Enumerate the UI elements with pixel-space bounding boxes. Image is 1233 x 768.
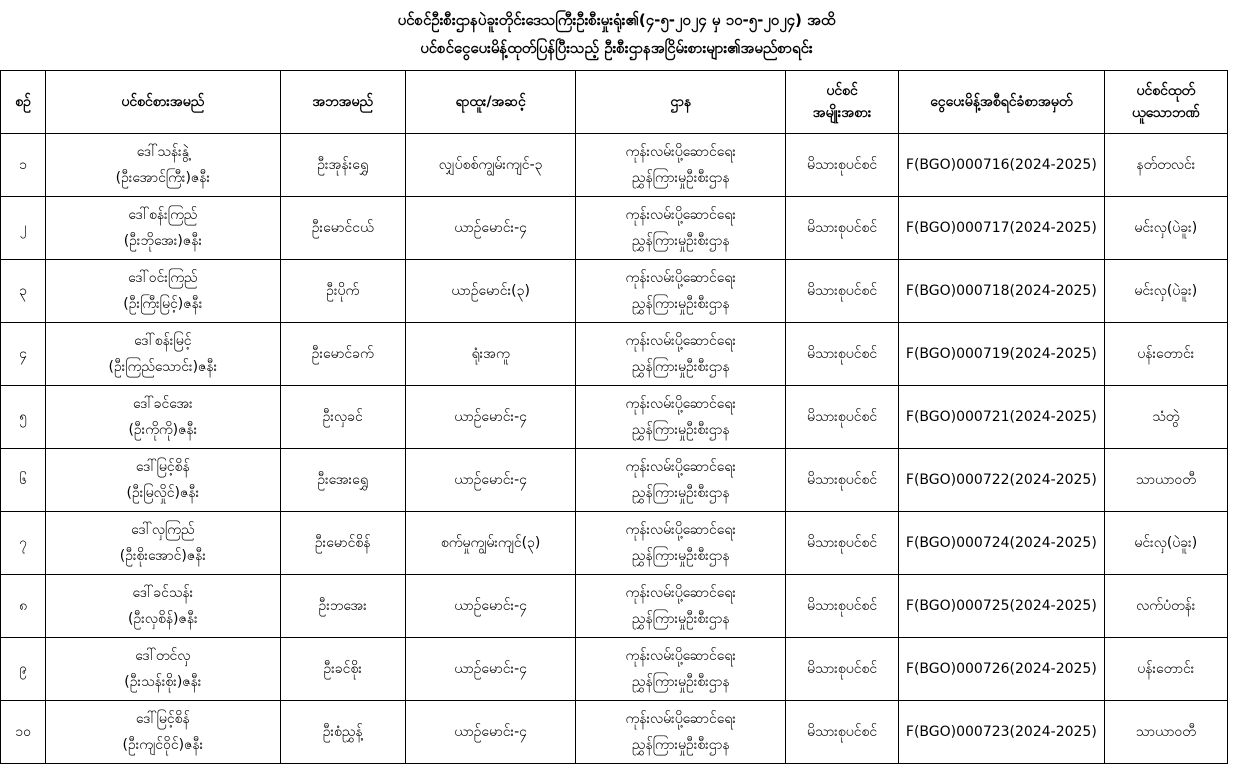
cell-department-line-2: ညွှန်ကြားမှုဦးစီးဌာန [631, 485, 730, 501]
cell-department-line-2: ညွှန်ကြားမှုဦးစီးဌာန [631, 359, 730, 375]
cell-pensioner-name-line-1: ဒေါ်ခင်အေး [132, 396, 193, 412]
cell-department [576, 386, 786, 449]
cell-certificate: F(BGO)000721(2024-2025) [899, 386, 1105, 449]
cell-pensioner-name [46, 323, 280, 386]
cell-pensioner-name-line-1: ဒေါ်စန်းမြင့် [134, 333, 192, 349]
cell-pension-type: မိသားစုပင်စင် [786, 701, 899, 764]
cell-pensioner-name-line-2: (ဦးကိုကို)ဇနီး [128, 422, 198, 438]
cell-position: ယာဉ်မောင်း-၄ [405, 638, 576, 701]
cell-pensioner-name-line-1: ဒေါ်လှကြည် [131, 522, 195, 538]
cell-bank: မင်းလှ(ပဲခူး) [1104, 260, 1227, 323]
column-header-bank-line-1: ပင်စင်ထုတ် [1136, 83, 1196, 99]
cell-position: ယာဉ်မောင်း-၄ [405, 386, 576, 449]
cell-pensioner-name-line-2: (ဦးကြီးမြင့်)ဇနီး [123, 296, 203, 312]
cell-pensioner-name [46, 512, 280, 575]
cell-position: ရုံးအကူ [405, 323, 576, 386]
table-row [1, 449, 1228, 512]
table-row [1, 701, 1228, 764]
cell-department-line-2: ညွှန်ကြားမှုဦးစီးဌာန [631, 674, 730, 690]
cell-bank: ပန်းတောင်း [1104, 638, 1227, 701]
cell-no: ၁၀ [1, 701, 46, 764]
table-row [1, 134, 1228, 197]
cell-bank: သာယာဝတီ [1104, 701, 1227, 764]
cell-no: ၇ [1, 512, 46, 575]
cell-pensioner-name-line-2: (ဦးကြည်သောင်း)ဇနီး [108, 359, 218, 375]
cell-department-line-2: ညွှန်ကြားမှုဦးစီးဌာန [631, 233, 730, 249]
column-header-name: ပင်စင်စားအမည် [46, 71, 280, 134]
cell-certificate: F(BGO)000724(2024-2025) [899, 512, 1105, 575]
cell-pensioner-name-line-2: (ဦးလှစိန်)ဇနီး [128, 611, 198, 627]
cell-department-line-2: ညွှန်ကြားမှုဦးစီးဌာန [631, 611, 730, 627]
cell-department-line-1: ကုန်းလမ်းပို့ဆောင်ရေး [625, 459, 736, 475]
cell-department [576, 701, 786, 764]
cell-certificate: F(BGO)000725(2024-2025) [899, 575, 1105, 638]
cell-father-name: ဦးခင်စိုး [280, 638, 405, 701]
cell-department-line-1: ကုန်းလမ်းပို့ဆောင်ရေး [625, 333, 736, 349]
cell-pension-type: မိသားစုပင်စင် [786, 575, 899, 638]
document-title-line-2: ပင်စင်ငွေပေးမိန့်ထုတ်ပြန်ပြီးသည့် ဦးစီးဌာနအငြိမ်းစားများ၏အမည်စာရင်း [420, 39, 813, 57]
cell-pensioner-name-line-2: (ဦးအောင်ကြီး)ဇနီး [115, 170, 211, 186]
column-header-pension-type-line-1: ပင်စင် [826, 83, 858, 99]
cell-no: ၂ [1, 197, 46, 260]
cell-pension-type: မိသားစုပင်စင် [786, 638, 899, 701]
cell-pension-type: မိသားစုပင်စင် [786, 260, 899, 323]
cell-father-name: ဦးဘအေး [280, 575, 405, 638]
column-header-bank [1104, 71, 1227, 134]
cell-father-name: ဦးပိုက် [280, 260, 405, 323]
column-header-pension-type [786, 71, 899, 134]
cell-pensioner-name [46, 197, 280, 260]
cell-pensioner-name-line-1: ဒေါ်စန်းကြည် [128, 207, 198, 223]
cell-position: ယာဉ်မောင်း-၄ [405, 197, 576, 260]
column-header-department: ဌာန [576, 71, 786, 134]
cell-pensioner-name [46, 386, 280, 449]
column-header-no: စဉ် [1, 71, 46, 134]
cell-pensioner-name [46, 575, 280, 638]
cell-position: ယာဉ်မောင်း-၄ [405, 701, 576, 764]
cell-position: ယာဉ်မောင်း(၃) [405, 260, 576, 323]
table-row [1, 260, 1228, 323]
cell-pensioner-name [46, 260, 280, 323]
cell-bank: မင်းလှ(ပဲခူး) [1104, 512, 1227, 575]
table-body [1, 134, 1228, 764]
table-row [1, 197, 1228, 260]
cell-certificate: F(BGO)000716(2024-2025) [899, 134, 1105, 197]
cell-pensioner-name-line-2: (ဦးဘိုအေး)ဇနီး [123, 233, 202, 249]
cell-position: ယာဉ်မောင်း-၄ [405, 449, 576, 512]
cell-department-line-1: ကုန်းလမ်းပို့ဆောင်ရေး [625, 711, 736, 727]
cell-pensioner-name [46, 638, 280, 701]
pension-table [0, 70, 1228, 764]
cell-father-name: ဦးလှခင် [280, 386, 405, 449]
table-row [1, 638, 1228, 701]
cell-pensioner-name [46, 449, 280, 512]
cell-no: ၅ [1, 386, 46, 449]
table-row [1, 323, 1228, 386]
cell-position: လျှပ်စစ်ကျွမ်းကျင်-၃ [405, 134, 576, 197]
cell-pension-type: မိသားစုပင်စင် [786, 386, 899, 449]
cell-department-line-1: ကုန်းလမ်းပို့ဆောင်ရေး [625, 648, 736, 664]
cell-father-name: ဦးစံညွှန့် [280, 701, 405, 764]
cell-department [576, 197, 786, 260]
cell-department [576, 449, 786, 512]
cell-pensioner-name-line-1: ဒေါ်မြင့်စိန် [135, 459, 190, 475]
column-header-bank-line-2: ယူသောဘဏ် [1132, 105, 1200, 121]
cell-department [576, 134, 786, 197]
cell-pension-type: မိသားစုပင်စင် [786, 512, 899, 575]
cell-certificate: F(BGO)000717(2024-2025) [899, 197, 1105, 260]
document-title-line-1: ပင်စင်ဦးစီးဌာနပဲခူးတိုင်းဒေသကြီးဦးစီးမှုးရုံး၏(၄-၅-၂၀၂၄ မှ ၁၀-၅-၂၀၂၄) အထိ [397, 11, 836, 29]
cell-department-line-1: ကုန်းလမ်းပို့ဆောင်ရေး [625, 585, 736, 601]
column-header-pension-type-line-2: အမျိုးအစား [812, 105, 872, 121]
cell-pension-type: မိသားစုပင်စင် [786, 134, 899, 197]
cell-pensioner-name-line-1: ဒေါ်သန်းနွဲ့ [136, 144, 189, 160]
cell-certificate: F(BGO)000723(2024-2025) [899, 701, 1105, 764]
cell-department [576, 575, 786, 638]
cell-pension-type: မိသားစုပင်စင် [786, 197, 899, 260]
column-header-father: အဘအမည် [280, 71, 405, 134]
cell-department-line-1: ကုန်းလမ်းပို့ဆောင်ရေး [625, 207, 736, 223]
cell-father-name: ဦးမောင်ခက် [280, 323, 405, 386]
cell-pension-type: မိသားစုပင်စင် [786, 449, 899, 512]
cell-department-line-2: ညွှန်ကြားမှုဦးစီးဌာန [631, 296, 730, 312]
cell-father-name: ဦးအေးရွှေ [280, 449, 405, 512]
cell-certificate: F(BGO)000722(2024-2025) [899, 449, 1105, 512]
cell-pensioner-name-line-2: (ဦးမြလှိုင်)ဇနီး [126, 485, 200, 501]
cell-bank: လက်ပံတန်း [1104, 575, 1227, 638]
table-row [1, 575, 1228, 638]
column-header-certificate: ငွေပေးမိန့်အစီရင်ခံစာအမှတ် [899, 71, 1105, 134]
cell-certificate: F(BGO)000719(2024-2025) [899, 323, 1105, 386]
cell-father-name: ဦးမောင်ငယ် [280, 197, 405, 260]
cell-pensioner-name-line-1: ဒေါ်မြင့်စိန် [135, 711, 190, 727]
cell-pensioner-name-line-2: (ဦးကျင်ဝိုင်)ဇနီး [122, 737, 204, 753]
cell-no: ၉ [1, 638, 46, 701]
cell-pension-type: မိသားစုပင်စင် [786, 323, 899, 386]
cell-pensioner-name [46, 134, 280, 197]
column-header-position: ရာထူး/အဆင့် [405, 71, 576, 134]
cell-department-line-2: ညွှန်ကြားမှုဦးစီးဌာန [631, 170, 730, 186]
cell-department-line-2: ညွှန်ကြားမှုဦးစီးဌာန [631, 548, 730, 564]
cell-department-line-1: ကုန်းလမ်းပို့ဆောင်ရေး [625, 396, 736, 412]
cell-no: ၈ [1, 575, 46, 638]
cell-department-line-2: ညွှန်ကြားမှုဦးစီးဌာန [631, 422, 730, 438]
cell-pensioner-name-line-1: ဒေါ်တင်လှ [135, 648, 191, 664]
cell-pensioner-name [46, 701, 280, 764]
cell-bank: နတ်တလင်း [1104, 134, 1227, 197]
table-row [1, 386, 1228, 449]
cell-position: စက်မှုကျွမ်းကျင်(၃) [405, 512, 576, 575]
cell-bank: ပန်းတောင်း [1104, 323, 1227, 386]
cell-no: ၆ [1, 449, 46, 512]
document-title-block [0, 0, 1233, 70]
cell-bank: သာယာဝတီ [1104, 449, 1227, 512]
cell-father-name: ဦးမောင်စိန် [280, 512, 405, 575]
cell-pensioner-name-line-2: (ဦးသန်းစိုး)ဇနီး [124, 674, 202, 690]
cell-department-line-1: ကုန်းလမ်းပို့ဆောင်ရေး [625, 270, 736, 286]
cell-department-line-1: ကုန်းလမ်းပို့ဆောင်ရေး [625, 144, 736, 160]
cell-position: ယာဉ်မောင်း-၄ [405, 575, 576, 638]
cell-department-line-1: ကုန်းလမ်းပို့ဆောင်ရေး [625, 522, 736, 538]
cell-bank: မင်းလှ(ပဲခူး) [1104, 197, 1227, 260]
table-header-row [1, 71, 1228, 134]
cell-certificate: F(BGO)000718(2024-2025) [899, 260, 1105, 323]
cell-no: ၁ [1, 134, 46, 197]
cell-no: ၄ [1, 323, 46, 386]
cell-pensioner-name-line-2: (ဦးစိုးအောင်)ဇနီး [119, 548, 206, 564]
cell-pensioner-name-line-1: ဒေါ်ဝင်းကြည် [128, 270, 198, 286]
cell-department [576, 323, 786, 386]
cell-no: ၃ [1, 260, 46, 323]
cell-department [576, 638, 786, 701]
cell-pensioner-name-line-1: ဒေါ်ခင်သန်း [132, 585, 194, 601]
cell-bank: သံတွဲ [1104, 386, 1227, 449]
table-row [1, 512, 1228, 575]
cell-department-line-2: ညွှန်ကြားမှုဦးစီးဌာန [631, 737, 730, 753]
cell-department [576, 260, 786, 323]
cell-department [576, 512, 786, 575]
cell-certificate: F(BGO)000726(2024-2025) [899, 638, 1105, 701]
cell-father-name: ဦးအုန်းရွှေ [280, 134, 405, 197]
